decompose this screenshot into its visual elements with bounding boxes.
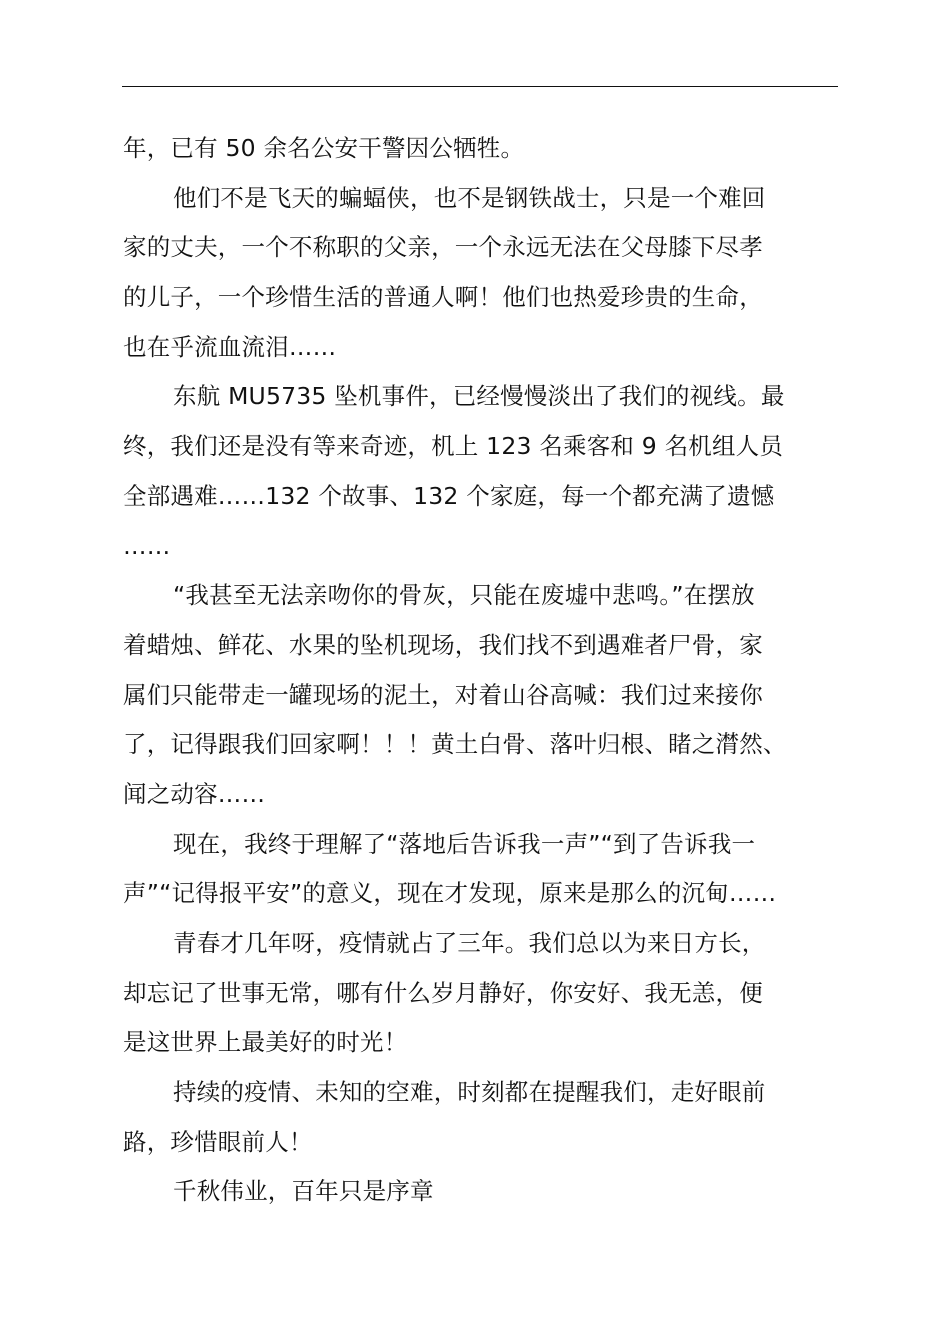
text-line: 着蜡烛、鲜花、水果的坠机现场，我们找不到遇难者尸骨，家 (123, 630, 763, 659)
header-rule (122, 86, 838, 87)
text-line: 他们不是飞天的蝙蝠侠，也不是钢铁战士，只是一个难回 (173, 183, 766, 212)
text-line: 青春才几年呀，疫情就占了三年。我们总以为来日方长， (173, 929, 766, 957)
text-line: 闻之动容…… (123, 779, 266, 808)
text-line: 千秋伟业，百年只是序章 (173, 1177, 434, 1206)
text-line: 了，记得跟我们回家啊！！！黄土白骨、落叶归根、睹之潸然、 (123, 730, 787, 759)
text-line: 年，已有 50 余名公安干警因公牺牲。 (123, 134, 525, 162)
text-line: 声”“记得报平安”的意义，现在才发现，原来是那么的沉甸…… (123, 879, 777, 908)
text-line: 持续的疫情、未知的空难，时刻都在提醒我们，走好眼前 (173, 1078, 766, 1107)
text-line: 也在乎流血流泪…… (123, 332, 337, 361)
text-line: “我甚至无法亲吻你的骨灰，只能在废墟中悲鸣。”在摆放 (173, 581, 755, 610)
text-line: 终，我们还是没有等来奇迹，机上 123 名乘客和 9 名机组人员 (123, 432, 784, 461)
text-line: 东航 MU5735 坠机事件，已经慢慢淡出了我们的视线。最 (173, 382, 785, 411)
text-line: 路，珍惜眼前人！ (123, 1127, 313, 1156)
text-line: 是这世界上最美好的时光！ (123, 1028, 408, 1057)
text-line: 家的丈夫，一个不称职的父亲，一个永远无法在父母膝下尽孝 (123, 233, 763, 262)
text-line: 属们只能带走一罐现场的泥土，对着山谷高喊：我们过来接你 (123, 680, 763, 709)
text-line: 全部遇难……132 个故事、132 个家庭，每一个都充满了遗憾 (123, 481, 775, 510)
body-text (123, 124, 858, 1217)
text-line: 的儿子，一个珍惜生活的普通人啊！他们也热爱珍贵的生命， (123, 283, 763, 312)
text-line: 却忘记了世事无常，哪有什么岁月静好，你安好、我无恙，便 (123, 978, 763, 1007)
text-line: …… (123, 531, 171, 560)
text-line: 现在，我终于理解了“落地后告诉我一声”“到了告诉我一 (173, 829, 756, 858)
